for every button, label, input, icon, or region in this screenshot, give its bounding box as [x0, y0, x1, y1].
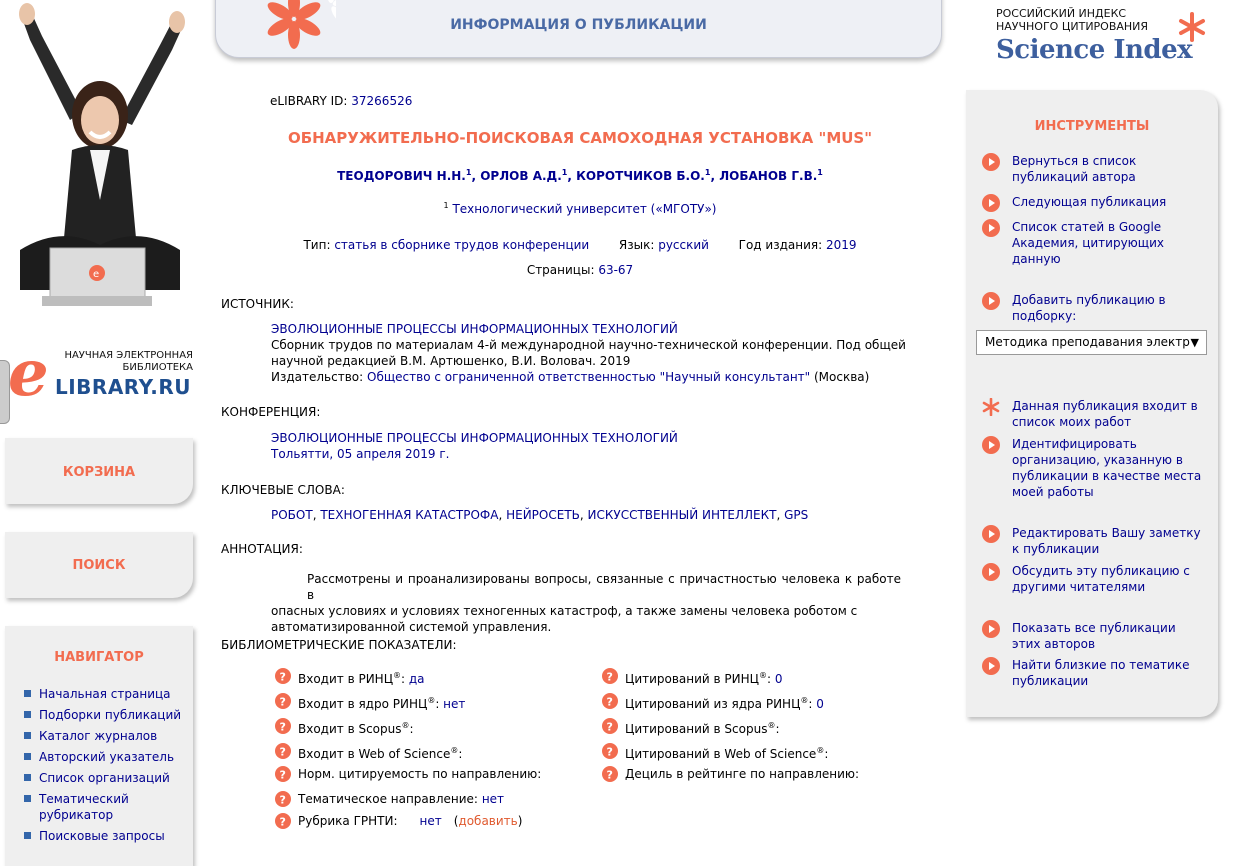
help-icon[interactable]	[275, 693, 291, 709]
year-label: Год издания:	[738, 238, 823, 252]
play-circle-icon	[982, 153, 1000, 171]
elibrary-logo-e: e	[8, 336, 49, 411]
asterisk-icon	[1176, 11, 1208, 43]
navigator-list	[19, 686, 189, 849]
collection-select[interactable]	[976, 330, 1207, 355]
play-circle-icon	[982, 657, 1000, 675]
source-heading: ИСТОЧНИК:	[221, 297, 294, 311]
navigator-box	[5, 626, 193, 866]
science-index-logo[interactable]	[990, 5, 1225, 75]
help-icon[interactable]	[602, 668, 618, 684]
play-circle-icon	[982, 620, 1000, 638]
science-index-brand: Science Index	[996, 35, 1193, 65]
nav-link-organizations[interactable]: Список организаций	[39, 771, 170, 785]
nav-link-authors[interactable]: Авторский указатель	[39, 750, 175, 764]
svg-text:?: ?	[606, 670, 613, 684]
affiliation-number: 1	[443, 201, 449, 210]
metric-label: Входит в Web of Science	[298, 747, 451, 761]
svg-text:?: ?	[279, 815, 286, 829]
collection-select-value: Методика преподавания электр	[985, 335, 1190, 349]
metric-label: Цитирований в Scopus	[625, 722, 768, 736]
tool-label[interactable]: Показать все публикации этих авторов	[1012, 621, 1176, 651]
nav-link-rubricator[interactable]: Тематический рубрикатор	[39, 792, 129, 822]
publication-meta	[215, 238, 945, 252]
cart-link[interactable]: КОРЗИНА	[62, 465, 136, 480]
help-icon[interactable]	[275, 668, 291, 684]
help-icon[interactable]	[275, 766, 291, 782]
help-icon[interactable]	[602, 743, 618, 759]
tool-label[interactable]: Данная публикация входит в список моих работ	[1012, 399, 1198, 429]
abstract-line3: автоматизированной системой управления.	[271, 620, 552, 634]
type-label: Тип:	[303, 238, 331, 252]
metric-label: Дециль в рейтинге по направлению:	[625, 767, 860, 781]
metric-value: 0	[816, 697, 824, 711]
metric-label: Входит в ядро РИНЦ	[298, 697, 428, 711]
metric-label: Рубрика ГРНТИ:	[298, 814, 398, 828]
tools-title: ИНСТРУМЕНТЫ	[1034, 119, 1150, 134]
metric-value: нет	[481, 792, 505, 806]
metric-label: Входит в РИНЦ	[298, 672, 394, 686]
science-index-line1: РОССИЙСКИЙ ИНДЕКС	[996, 7, 1127, 20]
play-circle-icon	[982, 563, 1000, 581]
metric-value: да	[408, 672, 425, 686]
help-icon[interactable]	[602, 766, 618, 782]
nav-item[interactable]	[19, 770, 189, 786]
nav-item[interactable]	[19, 686, 189, 702]
svg-text:e: e	[93, 269, 100, 280]
author-link[interactable]: ЛОБАНОВ Г.В.$^1$	[719, 168, 823, 183]
nav-link-home[interactable]: Начальная страница	[39, 687, 171, 701]
metric-value: 0	[774, 672, 783, 686]
play-circle-icon	[982, 525, 1000, 543]
elibrary-logo[interactable]	[0, 336, 200, 420]
nav-item[interactable]	[19, 791, 189, 823]
keyword-link[interactable]: GPS	[784, 508, 809, 522]
nav-link-collections[interactable]: Подборки публикаций	[39, 708, 182, 722]
keyword-link[interactable]: ИСКУССТВЕННЫЙ ИНТЕЛЛЕКТ	[587, 508, 777, 522]
tool-label[interactable]: Обсудить эту публикацию с другими читателями	[1012, 564, 1190, 594]
affiliation	[215, 201, 945, 216]
nav-link-journals[interactable]: Каталог журналов	[39, 729, 158, 743]
nav-link-queries[interactable]: Поисковые запросы	[39, 829, 165, 843]
search-box[interactable]	[5, 532, 193, 598]
pages-value: 63-67	[598, 263, 634, 277]
help-icon[interactable]	[275, 718, 291, 734]
conference-link[interactable]: ЭВОЛЮЦИОННЫЕ ПРОЦЕССЫ ИНФОРМАЦИОННЫХ ТЕХНОЛОГИЙ	[271, 431, 678, 445]
metric-label: Цитирований в РИНЦ	[625, 672, 759, 686]
bullet-icon	[24, 711, 31, 718]
language-value: русский	[658, 238, 709, 252]
type-value: статья в сборнике трудов конференции	[334, 238, 590, 252]
help-icon[interactable]	[602, 718, 618, 734]
conference-place: Тольятти, 05 апреля 2019 г.	[271, 447, 450, 461]
abstract-line1: Рассмотрены и проанализированы вопросы, связанные с причастностью человека к работе в	[307, 572, 901, 602]
navigator-title: НАВИГАТОР	[54, 650, 144, 665]
keyword-link[interactable]: РОБОТ	[271, 508, 313, 522]
help-icon[interactable]	[275, 743, 291, 759]
publisher-link[interactable]: Общество с ограниченной ответственностью "Научный консультант"	[367, 370, 811, 384]
pages	[215, 263, 945, 277]
svg-text:?: ?	[279, 695, 286, 709]
source-link[interactable]: ЭВОЛЮЦИОННЫЕ ПРОЦЕССЫ ИНФОРМАЦИОННЫХ ТЕХНОЛОГИЙ	[271, 322, 678, 336]
page-header	[215, 0, 942, 58]
author-link[interactable]: ОРЛОВ А.Д.$^1$	[480, 168, 568, 183]
svg-text:?: ?	[606, 768, 613, 782]
bullet-icon	[24, 795, 31, 802]
play-circle-icon	[982, 194, 1000, 212]
play-circle-icon	[982, 219, 1000, 237]
bullet-icon	[24, 774, 31, 781]
source-description-line2: научной редакцией В.М. Артюшенко, В.И. Воловач. 2019	[271, 354, 631, 368]
elibrary-id-value: 37266526	[351, 94, 413, 108]
conference-block	[271, 430, 678, 462]
svg-text:?: ?	[279, 793, 286, 807]
help-icon[interactable]	[275, 791, 291, 807]
page-title: ИНФОРМАЦИЯ О ПУБЛИКАЦИИ	[450, 17, 707, 33]
bullet-icon	[24, 832, 31, 839]
conference-heading: КОНФЕРЕНЦИЯ:	[221, 405, 321, 419]
language-label: Язык:	[618, 238, 655, 252]
svg-text:?: ?	[279, 745, 286, 759]
tool-label[interactable]: Следующая публикация	[1012, 195, 1167, 209]
nav-item[interactable]	[19, 828, 189, 844]
tool-label[interactable]: Редактировать Вашу заметку к публикации	[1012, 526, 1201, 556]
pages-label: Страницы:	[526, 263, 595, 277]
abstract-line2: опасных условиях и условиях техногенных катастроф, а также замены человека роботом с	[271, 604, 858, 618]
metric-label: Цитирований в Web of Science	[625, 747, 817, 761]
publisher-city: (Москва)	[810, 370, 870, 384]
tools-panel	[966, 90, 1218, 717]
elibrary-logo-subtitle	[58, 350, 193, 374]
tool-label[interactable]: Вернуться в список публикаций автора	[1012, 154, 1137, 184]
tool-label[interactable]: Идентифицировать организацию, указанную в публикации в качестве места моей работы	[1012, 437, 1202, 499]
svg-text:?: ?	[606, 745, 613, 759]
metric-label: Входит в Scopus	[298, 722, 402, 736]
publisher	[271, 369, 911, 385]
abstract-heading: АННОТАЦИЯ:	[221, 542, 303, 556]
bullet-icon	[24, 690, 31, 697]
svg-text:?: ?	[279, 768, 286, 782]
keyword-link[interactable]: НЕЙРОСЕТЬ	[506, 508, 580, 522]
tool-label[interactable]: Добавить публикацию в подборку:	[1012, 293, 1166, 323]
play-circle-icon	[982, 292, 1000, 310]
elibrary-id-label: eLIBRARY ID:	[270, 94, 348, 108]
bibliometrics-heading: БИБЛИОМЕТРИЧЕСКИЕ ПОКАЗАТЕЛИ:	[221, 638, 457, 652]
keywords-list: РОБОТ, ТЕХНОГЕННАЯ КАТАСТРОФА, НЕЙРОСЕТЬ, ИСКУССТВЕННЫЙ ИНТЕЛЛЕКТ, GPS	[271, 508, 809, 522]
year-value: 2019	[825, 238, 857, 252]
keyword-link[interactable]: ТЕХНОГЕННАЯ КАТАСТРОФА	[320, 508, 499, 522]
svg-text:?: ?	[606, 720, 613, 734]
source-description-line1: Сборник трудов по материалам 4-й международной научно-технической конференции. Под общей	[271, 338, 906, 352]
metric-value: нет	[419, 814, 442, 828]
author-list: ТЕОДОРОВИЧ Н.Н.$^1$, ОРЛОВ А.Д.$^1$, КОРОТЧИКОВ Б.О.$^1$, ЛОБАНОВ Г.В.$^1$	[337, 168, 823, 183]
nav-item[interactable]	[19, 728, 189, 744]
search-link[interactable]: ПОИСК	[72, 558, 126, 573]
elibrary-id	[270, 94, 412, 108]
dropdown-arrow-icon: ▼	[1190, 336, 1199, 349]
publication-title: ОБНАРУЖИТЕЛЬНО-ПОИСКОВАЯ САМОХОДНАЯ УСТАНОВКА "MUS"	[287, 129, 873, 147]
elibrary-logo-line2: БИБЛИОТЕКА	[122, 362, 193, 373]
add-grnti-link[interactable]: добавить	[458, 814, 518, 828]
keywords-heading: КЛЮЧЕВЫЕ СЛОВА:	[221, 483, 345, 497]
elibrary-logo-line1: НАУЧНАЯ ЭЛЕКТРОННАЯ	[64, 350, 193, 361]
author-link[interactable]: ТЕОДОРОВИЧ Н.Н.$^1$	[337, 168, 472, 183]
tool-label[interactable]: Найти близкие по тематике публикации	[1012, 658, 1190, 688]
nav-item[interactable]	[19, 749, 189, 765]
science-index-line2: НАУЧНОГО ЦИТИРОВАНИЯ	[996, 20, 1149, 33]
metric-label: Норм. цитируемость по направлению:	[298, 767, 542, 781]
bullet-icon	[24, 732, 31, 739]
svg-text:?: ?	[279, 670, 286, 684]
source-block	[271, 321, 911, 385]
svg-text:?: ?	[279, 720, 286, 734]
metric-value: нет	[443, 697, 466, 711]
play-circle-icon	[982, 436, 1000, 454]
metric-label: Цитирований из ядра РИНЦ	[625, 697, 801, 711]
hero-image	[0, 0, 200, 320]
publisher-label: Издательство:	[271, 370, 364, 384]
metric-label: Тематическое направление:	[298, 792, 478, 806]
cart-box[interactable]	[5, 438, 193, 504]
svg-text:?: ?	[606, 695, 613, 709]
elibrary-logo-brand: LIBRARY.RU	[55, 375, 192, 399]
tool-label[interactable]: Список статей в Google Академия, цитирующих данную	[1012, 220, 1164, 266]
author-link[interactable]: КОРОТЧИКОВ Б.О.$^1$	[576, 168, 711, 183]
help-icon[interactable]	[602, 693, 618, 709]
asterisk-icon	[982, 398, 1000, 416]
bullet-icon	[24, 753, 31, 760]
science-index-subtitle	[996, 7, 1148, 33]
affiliation-link[interactable]: Технологический университет («МГОТУ»)	[452, 202, 717, 216]
nav-item[interactable]	[19, 707, 189, 723]
help-icon[interactable]	[275, 813, 291, 829]
abstract-text	[271, 571, 901, 635]
